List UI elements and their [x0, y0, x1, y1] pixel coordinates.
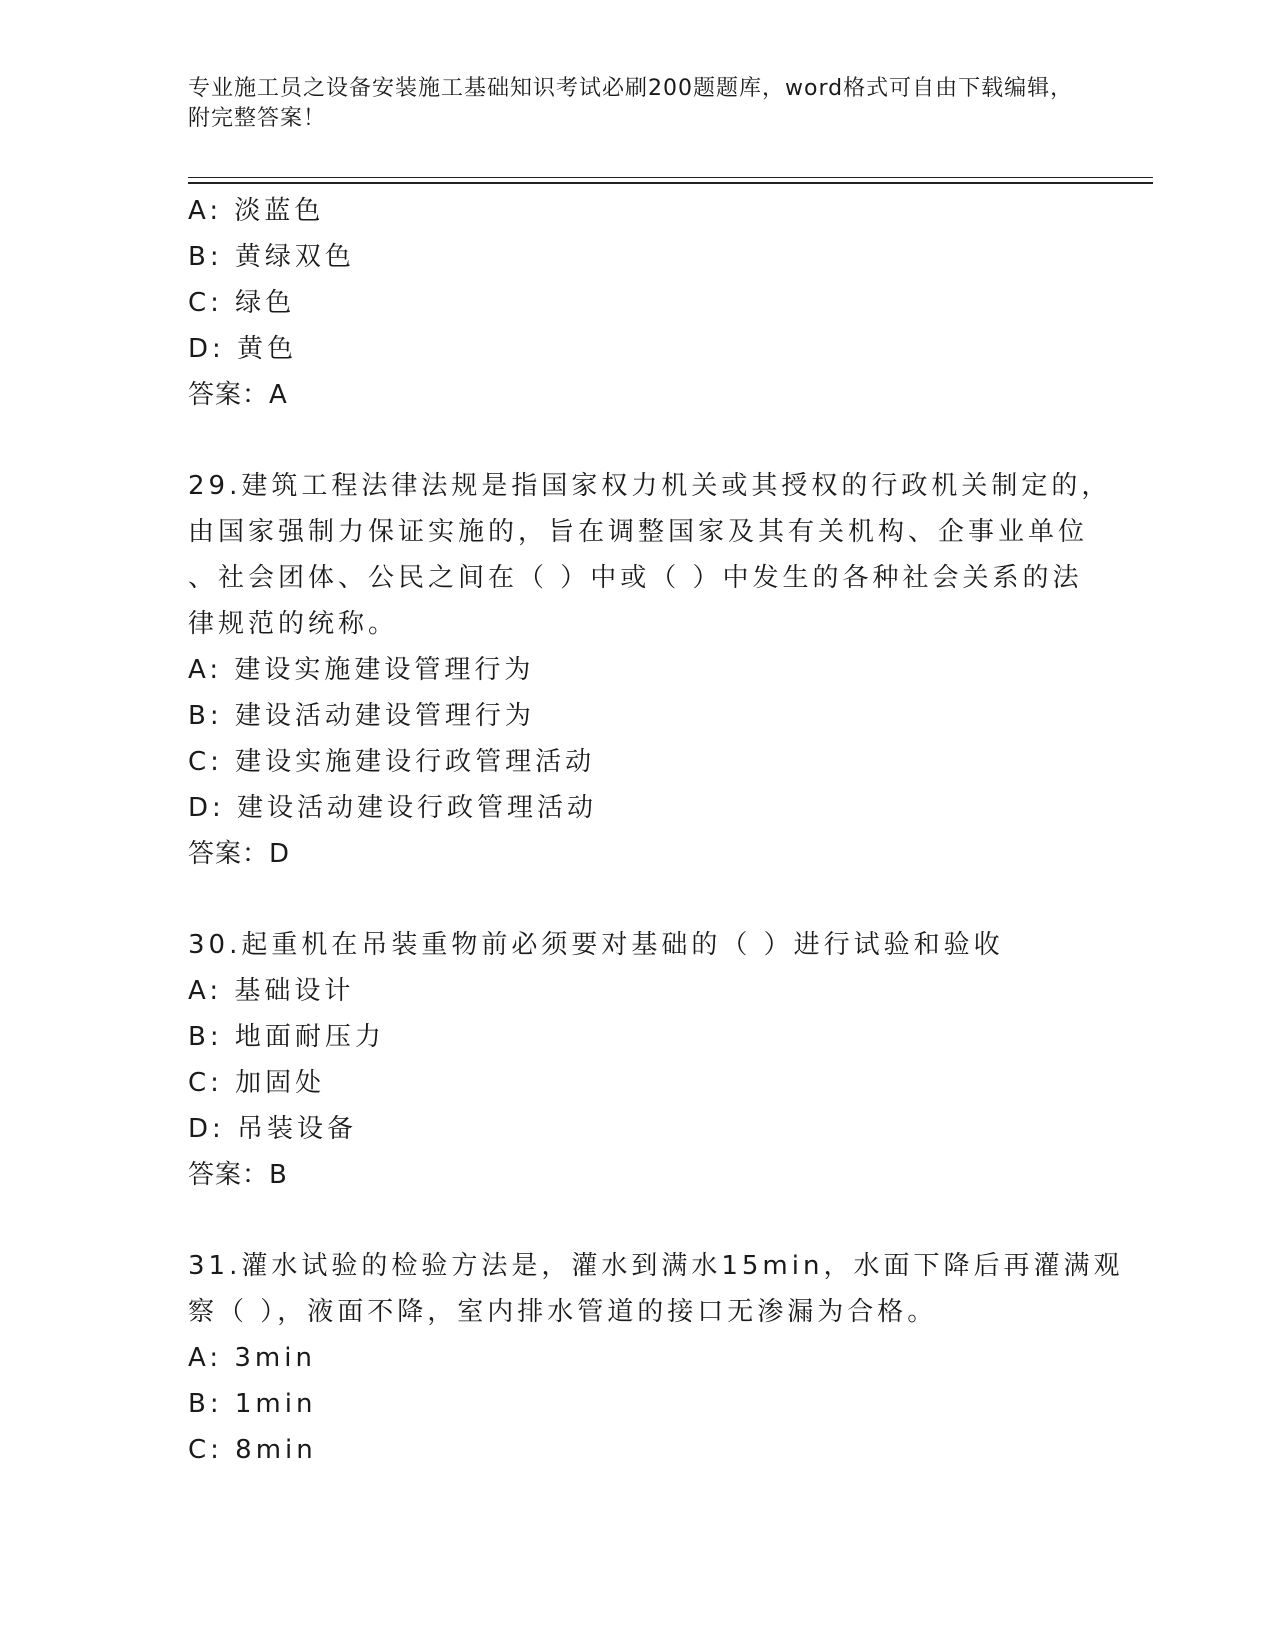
question-block-30 [188, 922, 1088, 1198]
option-a: A: 3min [188, 1343, 316, 1373]
question-text-line: 由国家强制力保证实施的，旨在调整国家及其有关机构、企事业单位 [188, 517, 1089, 547]
question-block-31 [188, 1243, 1124, 1473]
option-b: B: 地面耐压力 [188, 1022, 385, 1052]
option-d: D: 吊装设备 [188, 1114, 358, 1144]
question-block-28 [188, 188, 1088, 418]
question-text-line: 律规范的统称。 [188, 609, 399, 639]
answer-line: 答案：B [188, 1160, 288, 1190]
option-d: D: 黄色 [188, 334, 298, 364]
header-rule-bottom [188, 182, 1153, 184]
option-b: B: 1min [188, 1389, 317, 1419]
option-c: C: 加固处 [188, 1068, 326, 1098]
option-a: A: 建设实施建设管理行为 [188, 655, 535, 685]
option-b: B: 黄绿双色 [188, 242, 355, 272]
answer-line: 答案：D [188, 839, 291, 869]
question-text-line: 29.建筑工程法律法规是指国家权力机关或其授权的行政机关制定的， [188, 471, 1112, 501]
spacer [188, 877, 1088, 922]
option-c: C: 8min [188, 1435, 317, 1465]
option-d: D: 建设活动建设行政管理活动 [188, 793, 598, 823]
option-b: B: 建设活动建设管理行为 [188, 701, 535, 731]
answer-line: 答案：A [188, 380, 288, 410]
option-a: A: 基础设计 [188, 976, 355, 1006]
question-text-line: 30.起重机在吊装重物前必须要对基础的（ ）进行试验和验收 [188, 930, 1004, 960]
question-block-29 [188, 463, 1112, 877]
option-c: C: 建设实施建设行政管理活动 [188, 747, 596, 777]
document-header: 专业施工员之设备安装施工基础知识考试必刷200题题库，word格式可自由下载编辑，附完整答案！ [188, 76, 1074, 131]
question-text-line: 察（ ），液面不降，室内排水管道的接口无渗漏为合格。 [188, 1297, 938, 1327]
header-rule-top [188, 177, 1153, 178]
question-list [188, 188, 1124, 1473]
spacer [188, 418, 1088, 463]
question-text-line: 、社会团体、公民之间在（ ）中或（ ）中发生的各种社会关系的法 [188, 563, 1083, 593]
question-text-line: 31.灌水试验的检验方法是，灌水到满水15min，水面下降后再灌满观 [188, 1251, 1124, 1281]
option-a: A: 淡蓝色 [188, 196, 325, 226]
spacer [188, 1198, 1088, 1243]
option-c: C: 绿色 [188, 288, 296, 318]
